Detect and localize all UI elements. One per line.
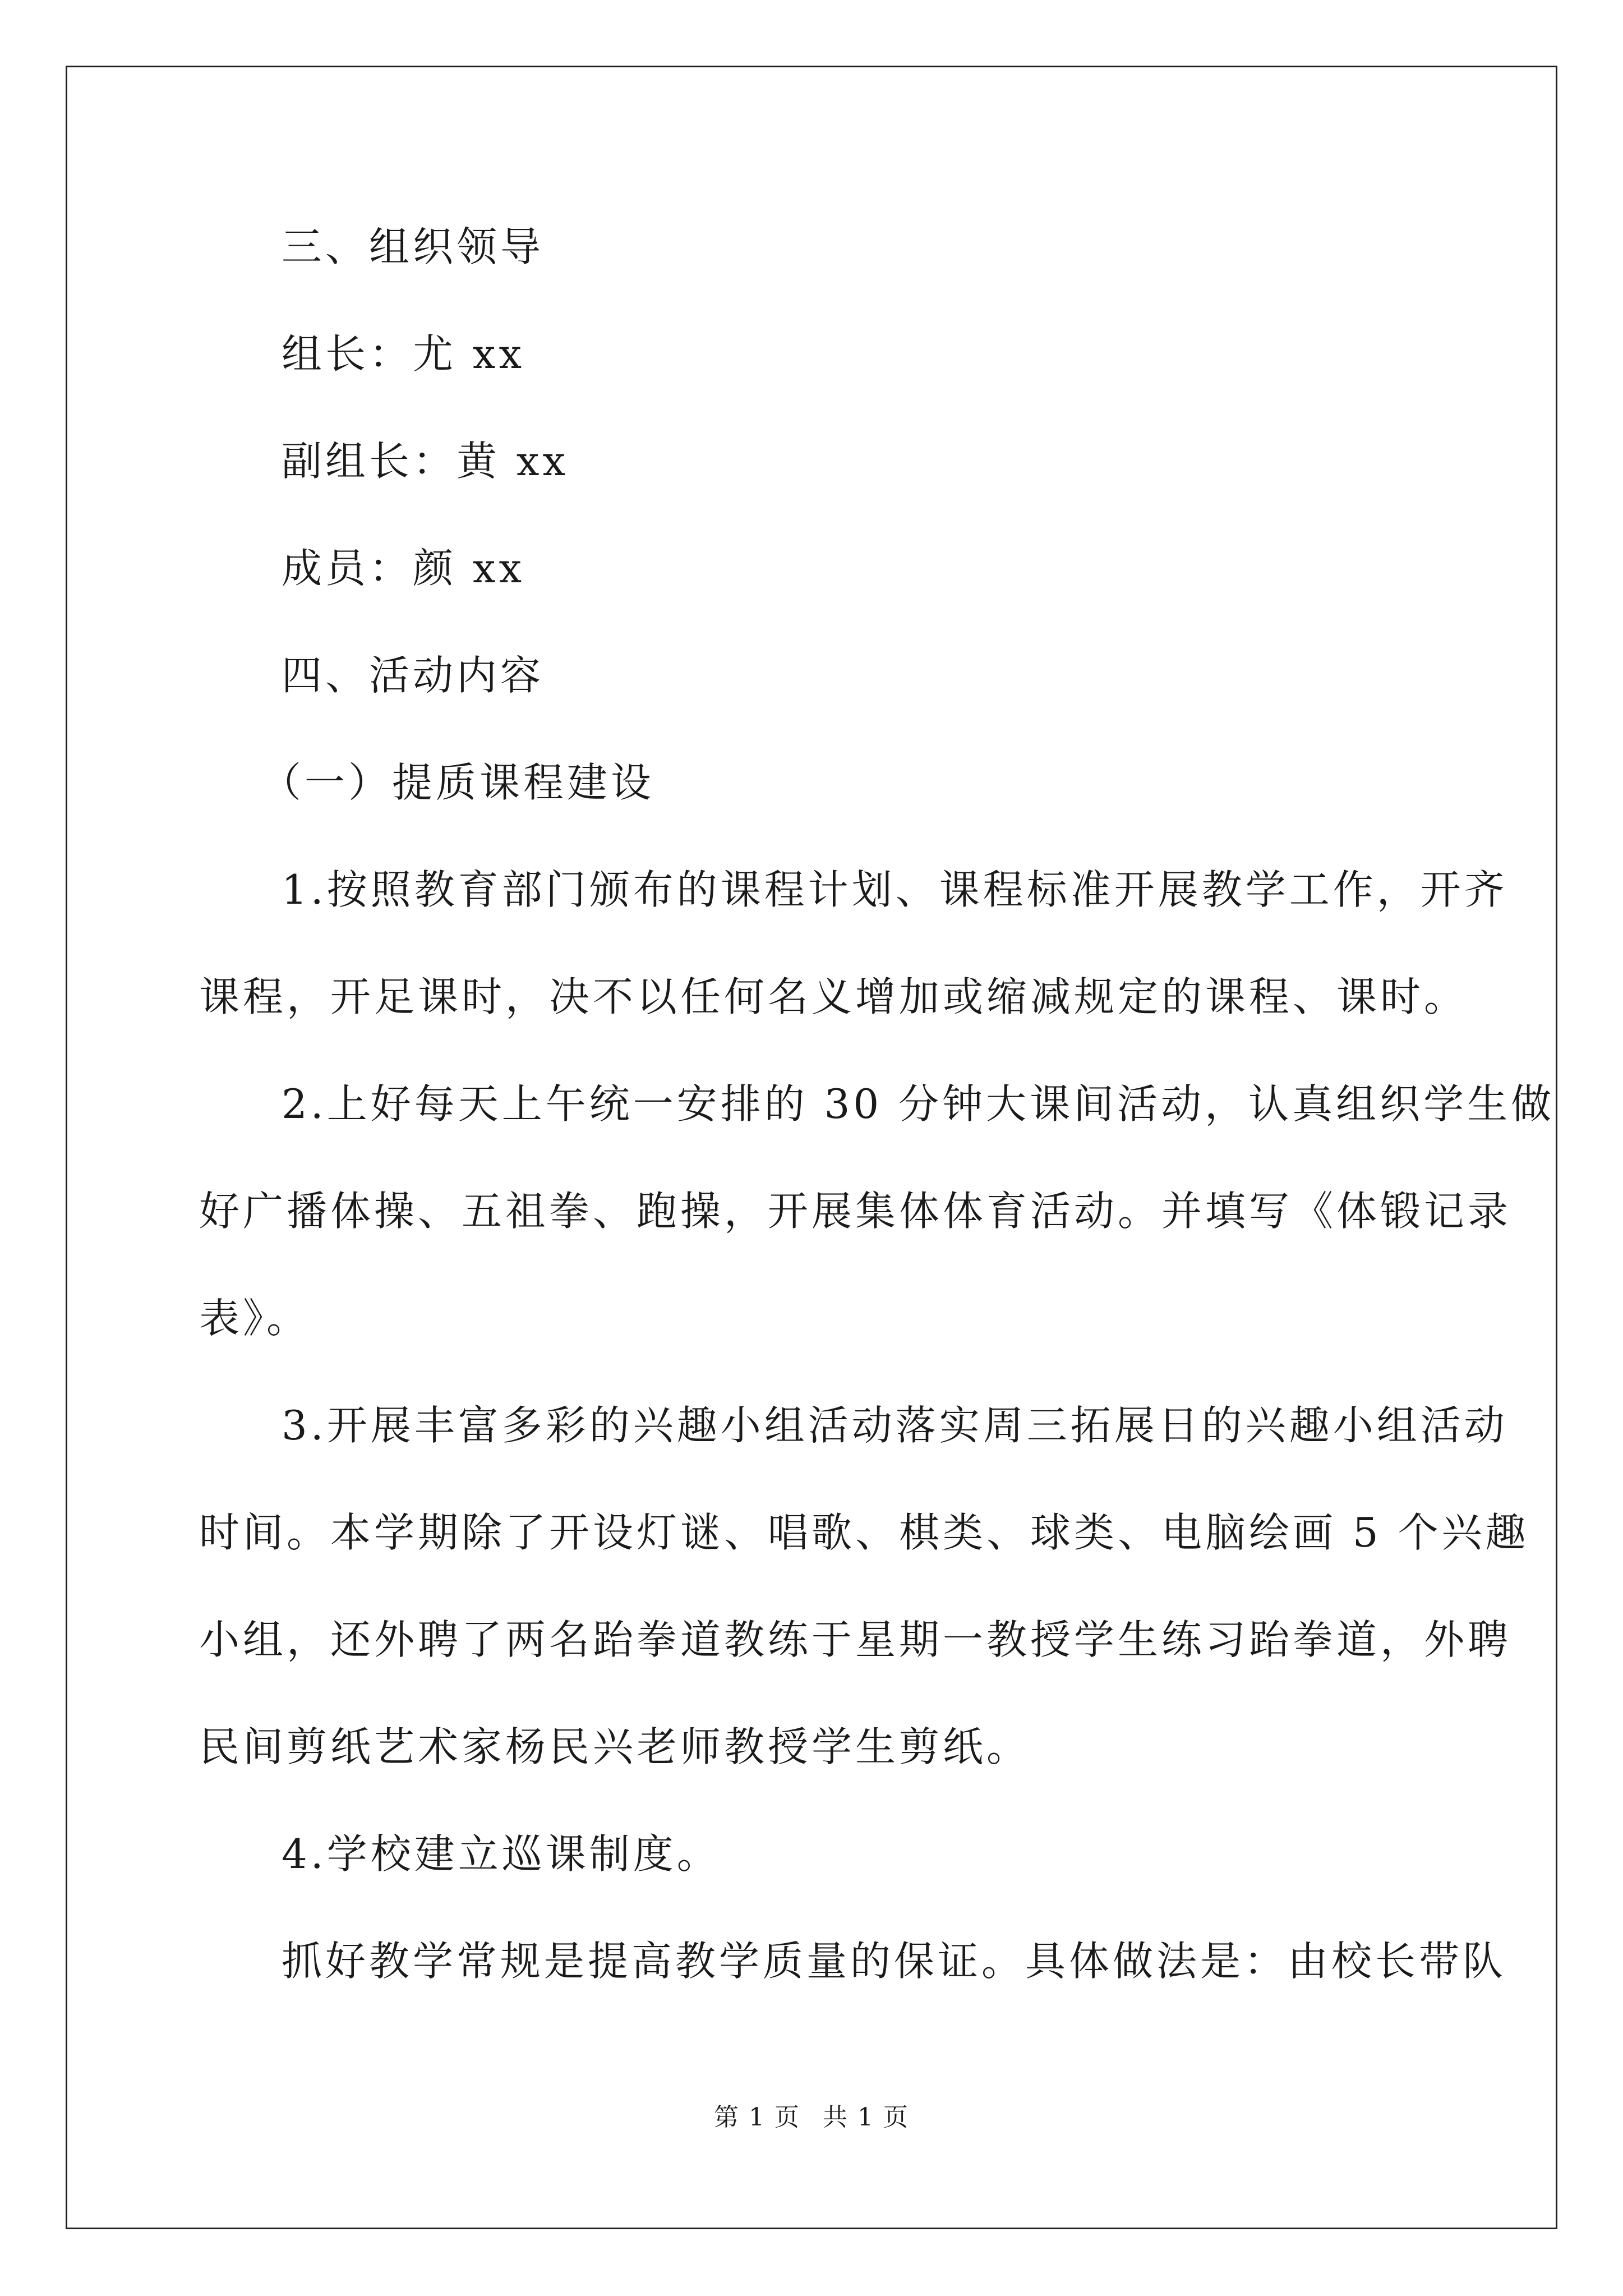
section-heading-activities: 四、活动内容 <box>282 652 545 699</box>
paragraph-5-line-1: 抓好教学常规是提高教学质量的保证。具体做法是：由校长带队 <box>282 1938 1507 1985</box>
page-footer <box>0 2101 1623 2134</box>
paragraph-3-line-1: 3.开展丰富多彩的兴趣小组活动落实周三拓展日的兴趣小组活动 <box>282 1402 1508 1449</box>
paragraph-2-line-2: 好广播体操、五祖拳、跑操，开展集体体育活动。并填写《体锻记录 <box>199 1188 1512 1235</box>
paragraph-3-line-4: 民间剪纸艺术家杨民兴老师教授学生剪纸。 <box>199 1723 1031 1770</box>
members-line: 成员：颜 xx <box>282 545 525 592</box>
total-pages: 共 1 页 <box>823 2103 909 2132</box>
paragraph-1-line-2: 课程，开足课时，决不以任何名义增加或缩减规定的课程、课时。 <box>199 973 1468 1020</box>
paragraph-4-line-1: 4.学校建立巡课制度。 <box>282 1830 721 1878</box>
paragraph-2-line-3: 表》。 <box>199 1295 311 1342</box>
paragraph-3-line-3: 小组，还外聘了两名跆拳道教练于星期一教授学生练习跆拳道，外聘 <box>199 1616 1512 1663</box>
page-number: 第 1 页 <box>714 2103 800 2132</box>
paragraph-1-line-1: 1.按照教育部门颁布的课程计划、课程标准开展教学工作，开齐 <box>282 866 1508 913</box>
deputy-leader-line: 副组长：黄 xx <box>282 438 569 485</box>
page-border <box>66 66 1557 2229</box>
leader-line: 组长：尤 xx <box>282 330 525 378</box>
paragraph-3-line-2: 时间。本学期除了开设灯谜、唱歌、棋类、球类、电脑绘画 5 个兴趣 <box>199 1509 1529 1556</box>
subsection-heading: （一）提质课程建设 <box>261 759 655 806</box>
paragraph-2-line-1: 2.上好每天上午统一安排的 30 分钟大课间活动，认真组织学生做 <box>282 1080 1555 1128</box>
section-heading-organization: 三、组织领导 <box>282 223 545 270</box>
